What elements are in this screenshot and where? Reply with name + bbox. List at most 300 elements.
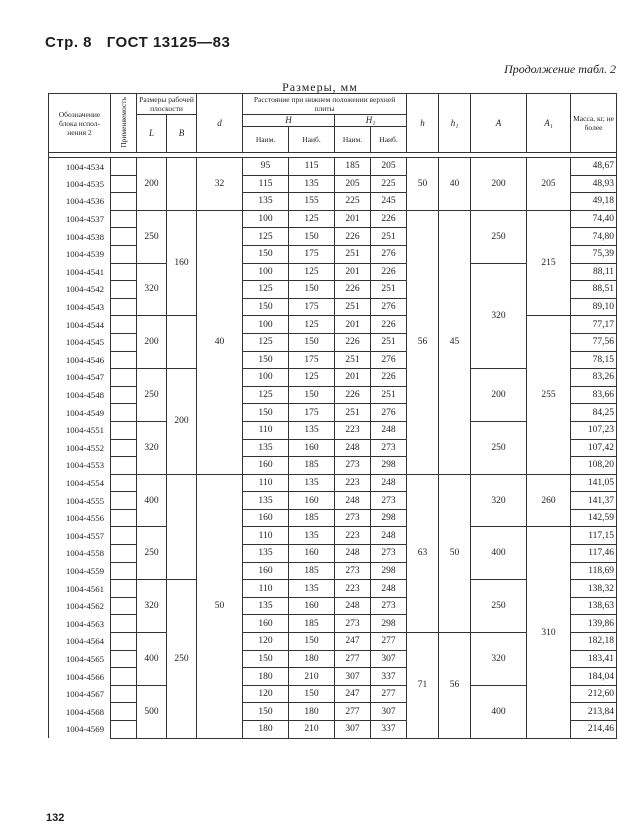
applicability-cell [111, 509, 137, 527]
mass-cell: 138,63 [571, 597, 617, 615]
designation-cell: 1004-4564 [49, 633, 111, 651]
mass-cell: 141,05 [571, 474, 617, 492]
H-min-cell: 135 [243, 545, 289, 563]
mass-cell: 49,18 [571, 193, 617, 211]
H1-min-cell: 226 [335, 386, 371, 404]
designation-cell: 1004-4544 [49, 316, 111, 334]
designation-cell: 1004-4556 [49, 509, 111, 527]
H-max-cell: 150 [289, 333, 335, 351]
designation-cell: 1004-4565 [49, 650, 111, 668]
H-min-cell: 135 [243, 597, 289, 615]
L-cell: 200 [137, 158, 167, 211]
applicability-cell [111, 333, 137, 351]
table-row [49, 158, 617, 176]
h1-cell: 40 [439, 158, 471, 211]
designation-cell: 1004-4551 [49, 421, 111, 439]
applicability-cell [111, 193, 137, 211]
H1-max-cell: 226 [371, 369, 407, 387]
H1-max-cell: 248 [371, 474, 407, 492]
H-min-cell: 135 [243, 193, 289, 211]
H-max-cell: 175 [289, 245, 335, 263]
designation-cell: 1004-4547 [49, 369, 111, 387]
L-cell: 500 [137, 685, 167, 738]
H1-max-cell: 277 [371, 685, 407, 703]
designation-cell: 1004-4543 [49, 298, 111, 316]
H1-min-cell: 201 [335, 210, 371, 228]
H-max-cell: 210 [289, 721, 335, 739]
applicability-cell [111, 210, 137, 228]
L-cell: 250 [137, 210, 167, 263]
H-min-cell: 160 [243, 562, 289, 580]
A-cell: 320 [471, 263, 527, 369]
H-max-cell: 150 [289, 633, 335, 651]
mass-cell: 108,20 [571, 457, 617, 475]
H-max-cell: 135 [289, 421, 335, 439]
H-max-cell: 160 [289, 492, 335, 510]
designation-cell: 1004-4557 [49, 527, 111, 545]
H1-max-cell: 273 [371, 545, 407, 563]
H1-min-cell: 273 [335, 615, 371, 633]
designation-cell: 1004-4537 [49, 210, 111, 228]
mass-cell: 84,25 [571, 404, 617, 422]
standard-number: ГОСТ 13125—83 [106, 34, 231, 51]
designation-cell: 1004-4534 [49, 158, 111, 176]
H-max-cell: 125 [289, 369, 335, 387]
mass-cell: 78,15 [571, 351, 617, 369]
H-min-cell: 115 [243, 175, 289, 193]
page-header [45, 34, 240, 51]
A-cell: 250 [471, 421, 527, 474]
applicability-cell [111, 650, 137, 668]
mass-cell: 88,11 [571, 263, 617, 281]
H1-max-cell: 298 [371, 509, 407, 527]
H1-min-cell: 201 [335, 263, 371, 281]
H-min-cell: 150 [243, 298, 289, 316]
mass-cell: 142,59 [571, 509, 617, 527]
applicability-cell [111, 404, 137, 422]
A1-cell: 215 [527, 210, 571, 316]
A-cell: 250 [471, 210, 527, 263]
H1-max-cell: 276 [371, 298, 407, 316]
h-cell: 71 [407, 633, 439, 739]
H1-min-cell: 273 [335, 562, 371, 580]
applicability-cell [111, 562, 137, 580]
table-row [49, 474, 617, 492]
H1-max-cell: 337 [371, 668, 407, 686]
H1-min-cell: 251 [335, 245, 371, 263]
mass-cell: 184,04 [571, 668, 617, 686]
H-min-cell: 110 [243, 527, 289, 545]
A-cell: 200 [471, 369, 527, 422]
H1-max-cell: 251 [371, 281, 407, 299]
applicability-cell [111, 263, 137, 281]
H1-min-header: Наим. [335, 127, 371, 153]
B-cell [167, 316, 197, 369]
H-min-cell: 180 [243, 721, 289, 739]
H1-min-cell: 205 [335, 175, 371, 193]
H1-max-cell: 307 [371, 703, 407, 721]
designation-cell: 1004-4566 [49, 668, 111, 686]
mass-cell: 117,15 [571, 527, 617, 545]
H1-max-cell: 251 [371, 386, 407, 404]
applicability-cell [111, 721, 137, 739]
H-max-cell: 135 [289, 527, 335, 545]
table-row [49, 316, 617, 334]
H-max-cell: 160 [289, 545, 335, 563]
H-min-cell: 100 [243, 263, 289, 281]
applicability-cell [111, 228, 137, 246]
H-min-cell: 100 [243, 369, 289, 387]
H1-min-cell: 185 [335, 158, 371, 176]
mass-cell: 74,80 [571, 228, 617, 246]
H-min-cell: 160 [243, 615, 289, 633]
mass-cell: 77,56 [571, 333, 617, 351]
applicability-cell [111, 175, 137, 193]
designation-cell: 1004-4554 [49, 474, 111, 492]
h1-cell: 56 [439, 633, 471, 739]
sizes-caption: Размеры, мм [282, 80, 358, 94]
mass-cell: 139,86 [571, 615, 617, 633]
H1-min-cell: 248 [335, 492, 371, 510]
H-min-cell: 110 [243, 421, 289, 439]
work-surface-header: Размеры рабочей плоскости [137, 94, 197, 115]
H1-min-cell: 248 [335, 597, 371, 615]
H-max-cell: 150 [289, 281, 335, 299]
applicability-cell [111, 597, 137, 615]
applicability-cell [111, 474, 137, 492]
H-max-cell: 150 [289, 228, 335, 246]
H-max-cell: 185 [289, 457, 335, 475]
L-cell: 320 [137, 580, 167, 633]
H1-min-cell: 307 [335, 668, 371, 686]
H-min-cell: 125 [243, 333, 289, 351]
B-cell: 160 [167, 210, 197, 316]
H-max-cell: 125 [289, 263, 335, 281]
mass-cell: 182,18 [571, 633, 617, 651]
H-max-cell: 175 [289, 404, 335, 422]
H-min-cell: 150 [243, 404, 289, 422]
d-header: d [197, 94, 243, 153]
applicability-cell [111, 439, 137, 457]
A-cell: 320 [471, 633, 527, 686]
H1-min-cell: 307 [335, 721, 371, 739]
designation-cell: 1004-4559 [49, 562, 111, 580]
h-header: h [407, 94, 439, 153]
applicability-cell [111, 158, 137, 176]
B-cell: 250 [167, 580, 197, 738]
applicability-cell [111, 492, 137, 510]
H1-min-cell: 247 [335, 633, 371, 651]
h1-cell: 45 [439, 210, 471, 474]
applicability-cell [111, 351, 137, 369]
H1-max-cell: 276 [371, 245, 407, 263]
H-max-cell: 150 [289, 685, 335, 703]
A1-cell: 255 [527, 316, 571, 474]
designation-cell: 1004-4562 [49, 597, 111, 615]
applicability-cell [111, 685, 137, 703]
H1-min-cell: 251 [335, 351, 371, 369]
designation-cell: 1004-4553 [49, 457, 111, 475]
H-max-cell: 135 [289, 175, 335, 193]
block-dimensions-table [48, 93, 617, 739]
H-max-cell: 160 [289, 439, 335, 457]
designation-cell: 1004-4552 [49, 439, 111, 457]
mass-cell: 83,66 [571, 386, 617, 404]
H1-max-cell: 276 [371, 404, 407, 422]
H-min-cell: 150 [243, 650, 289, 668]
page-label: Стр. 8 [45, 34, 93, 51]
H-max-cell: 180 [289, 703, 335, 721]
B-cell: 200 [167, 369, 197, 475]
H1-max-cell: 298 [371, 615, 407, 633]
H1-min-cell: 226 [335, 228, 371, 246]
H-max-cell: 115 [289, 158, 335, 176]
designation-header: Обозначение блока испол-нения 2 [49, 94, 111, 153]
applicability-cell [111, 580, 137, 598]
mass-cell: 214,46 [571, 721, 617, 739]
mass-cell: 141,37 [571, 492, 617, 510]
applicability-cell [111, 386, 137, 404]
H-min-cell: 180 [243, 668, 289, 686]
H-min-cell: 160 [243, 509, 289, 527]
B-cell [167, 474, 197, 580]
H1-min-cell: 247 [335, 685, 371, 703]
H1-max-cell: 298 [371, 457, 407, 475]
H-max-cell: 155 [289, 193, 335, 211]
A1-header: A₁ [527, 94, 571, 153]
designation-cell: 1004-4545 [49, 333, 111, 351]
H1-max-cell: 276 [371, 351, 407, 369]
mass-cell: 83,26 [571, 369, 617, 387]
designation-cell: 1004-4555 [49, 492, 111, 510]
H1-max-cell: 273 [371, 492, 407, 510]
mass-cell: 48,93 [571, 175, 617, 193]
H-min-cell: 150 [243, 351, 289, 369]
H-max-cell: 185 [289, 562, 335, 580]
H-max-cell: 135 [289, 580, 335, 598]
H1-min-cell: 277 [335, 703, 371, 721]
H-max-cell: 135 [289, 474, 335, 492]
A1-cell: 205 [527, 158, 571, 211]
H1-max-cell: 337 [371, 721, 407, 739]
mass-cell: 77,17 [571, 316, 617, 334]
applicability-cell [111, 316, 137, 334]
H1-min-cell: 273 [335, 509, 371, 527]
h-cell: 56 [407, 210, 439, 474]
mass-cell: 89,10 [571, 298, 617, 316]
A-cell: 250 [471, 580, 527, 633]
mass-cell: 48,67 [571, 158, 617, 176]
H-max-header: Наиб. [289, 127, 335, 153]
H-max-cell: 150 [289, 386, 335, 404]
L-cell: 200 [137, 316, 167, 369]
L-cell: 250 [137, 527, 167, 580]
mass-cell: 107,42 [571, 439, 617, 457]
H-max-cell: 185 [289, 615, 335, 633]
H1-min-cell: 225 [335, 193, 371, 211]
H1-max-cell: 248 [371, 527, 407, 545]
H-min-cell: 110 [243, 474, 289, 492]
mass-cell: 88,51 [571, 281, 617, 299]
H1-max-cell: 273 [371, 597, 407, 615]
H1-min-cell: 273 [335, 457, 371, 475]
H-max-cell: 175 [289, 298, 335, 316]
H1-max-cell: 205 [371, 158, 407, 176]
H-max-cell: 185 [289, 509, 335, 527]
designation-cell: 1004-4546 [49, 351, 111, 369]
mass-cell: 118,69 [571, 562, 617, 580]
H1-min-cell: 248 [335, 439, 371, 457]
H1-min-cell: 251 [335, 404, 371, 422]
designation-cell: 1004-4549 [49, 404, 111, 422]
L-cell: 320 [137, 263, 167, 316]
H1-max-cell: 226 [371, 263, 407, 281]
A1-cell: 260 [527, 474, 571, 527]
H1-max-cell: 251 [371, 228, 407, 246]
H1-min-cell: 251 [335, 298, 371, 316]
H-min-cell: 100 [243, 316, 289, 334]
applicability-cell [111, 421, 137, 439]
H-min-cell: 150 [243, 703, 289, 721]
H1-min-cell: 223 [335, 474, 371, 492]
A-cell: 320 [471, 474, 527, 527]
h-cell: 50 [407, 158, 439, 211]
d-cell: 40 [197, 210, 243, 474]
applicability-cell [111, 281, 137, 299]
applicability-cell [111, 245, 137, 263]
H-header: H [243, 115, 335, 127]
applicability-cell [111, 668, 137, 686]
H1-max-header: Наиб. [371, 127, 407, 153]
H1-max-cell: 273 [371, 439, 407, 457]
designation-cell: 1004-4541 [49, 263, 111, 281]
H-min-cell: 110 [243, 580, 289, 598]
mass-cell: 213,84 [571, 703, 617, 721]
H-max-cell: 125 [289, 316, 335, 334]
page-number: 132 [46, 812, 65, 824]
H1-min-cell: 277 [335, 650, 371, 668]
H-min-cell: 125 [243, 228, 289, 246]
H-min-cell: 150 [243, 245, 289, 263]
H-max-cell: 210 [289, 668, 335, 686]
H1-max-cell: 248 [371, 580, 407, 598]
H1-min-cell: 223 [335, 580, 371, 598]
mass-cell: 107,23 [571, 421, 617, 439]
H-min-cell: 100 [243, 210, 289, 228]
d-cell: 32 [197, 158, 243, 211]
H-min-cell: 120 [243, 633, 289, 651]
L-cell: 250 [137, 369, 167, 422]
continuation-caption: Продолжение табл. 2 [504, 62, 616, 76]
H1-max-cell: 226 [371, 316, 407, 334]
mass-cell: 138,32 [571, 580, 617, 598]
H1-header: H₁ [335, 115, 407, 127]
applicability-cell [111, 703, 137, 721]
designation-cell: 1004-4569 [49, 721, 111, 739]
H1-min-cell: 223 [335, 527, 371, 545]
designation-cell: 1004-4561 [49, 580, 111, 598]
A1-cell: 310 [527, 527, 571, 738]
applicability-cell [111, 369, 137, 387]
designation-cell: 1004-4568 [49, 703, 111, 721]
table-row [49, 527, 617, 545]
table-row [49, 210, 617, 228]
H1-max-cell: 226 [371, 210, 407, 228]
applicability-header: Применяемость [111, 94, 137, 153]
H-max-cell: 125 [289, 210, 335, 228]
A-cell: 400 [471, 685, 527, 738]
H-min-cell: 125 [243, 386, 289, 404]
H1-min-cell: 226 [335, 281, 371, 299]
h-cell: 63 [407, 474, 439, 632]
H-max-cell: 160 [289, 597, 335, 615]
applicability-cell [111, 615, 137, 633]
mass-cell: 75,39 [571, 245, 617, 263]
designation-cell: 1004-4558 [49, 545, 111, 563]
H1-min-cell: 248 [335, 545, 371, 563]
applicability-cell [111, 457, 137, 475]
H1-max-cell: 225 [371, 175, 407, 193]
H1-min-cell: 201 [335, 316, 371, 334]
H1-max-cell: 307 [371, 650, 407, 668]
H1-min-cell: 223 [335, 421, 371, 439]
designation-cell: 1004-4538 [49, 228, 111, 246]
h1-header: h₁ [439, 94, 471, 153]
mass-cell: 212,60 [571, 685, 617, 703]
designation-cell: 1004-4536 [49, 193, 111, 211]
H1-max-cell: 248 [371, 421, 407, 439]
H-min-cell: 135 [243, 492, 289, 510]
applicability-cell [111, 298, 137, 316]
applicability-cell [111, 633, 137, 651]
H1-max-cell: 251 [371, 333, 407, 351]
H1-max-cell: 245 [371, 193, 407, 211]
designation-cell: 1004-4567 [49, 685, 111, 703]
applicability-cell [111, 527, 137, 545]
designation-cell: 1004-4563 [49, 615, 111, 633]
L-cell: 400 [137, 474, 167, 527]
H1-max-cell: 277 [371, 633, 407, 651]
A-cell: 200 [471, 158, 527, 211]
A-header: A [471, 94, 527, 153]
A-cell: 400 [471, 527, 527, 580]
H-max-cell: 180 [289, 650, 335, 668]
H-min-cell: 135 [243, 439, 289, 457]
h1-cell: 50 [439, 474, 471, 632]
H-min-cell: 160 [243, 457, 289, 475]
B-cell [167, 158, 197, 211]
mass-cell: 183,41 [571, 650, 617, 668]
H-min-cell: 95 [243, 158, 289, 176]
H1-max-cell: 298 [371, 562, 407, 580]
B-header: B [167, 115, 197, 153]
H-min-header: Наим. [243, 127, 289, 153]
applicability-cell [111, 545, 137, 563]
mass-cell: 117,46 [571, 545, 617, 563]
H-min-cell: 120 [243, 685, 289, 703]
L-cell: 320 [137, 421, 167, 474]
mass-cell: 74,40 [571, 210, 617, 228]
d-cell: 50 [197, 474, 243, 738]
H1-min-cell: 226 [335, 333, 371, 351]
H-max-cell: 175 [289, 351, 335, 369]
designation-cell: 1004-4539 [49, 245, 111, 263]
designation-cell: 1004-4542 [49, 281, 111, 299]
L-header: L [137, 115, 167, 153]
mass-header: Масса, кг, не более [571, 94, 617, 153]
distance-header: Расстояние при нижнем положении верхней плиты [243, 94, 407, 115]
H-min-cell: 125 [243, 281, 289, 299]
